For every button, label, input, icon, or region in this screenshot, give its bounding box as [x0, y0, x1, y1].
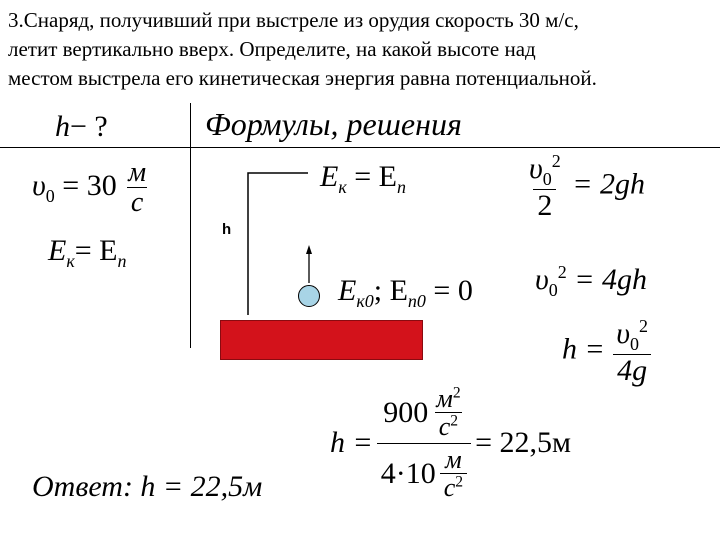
- initial-energy-eq: [338, 274, 473, 312]
- calc-num: [379, 385, 468, 443]
- calc-den-unit-bottom: [440, 473, 467, 501]
- answer-label: Ответ: [32, 470, 123, 503]
- calc-den-value: 4·10: [380, 456, 436, 490]
- problem-line-3: местом выстрела его кинетическая энергия равна потенциальной.: [8, 66, 597, 90]
- formula-3-num: [612, 317, 652, 354]
- velocity-sub: 0: [45, 185, 55, 206]
- answer: [32, 470, 262, 504]
- eq2-sub-k0: к0: [356, 291, 374, 311]
- f2-sub: 0: [548, 280, 558, 300]
- velocity-symbol: υ: [32, 168, 46, 202]
- formula-3: [562, 317, 652, 386]
- eq2-mid: ; E: [373, 274, 408, 307]
- calc-num-unit-sup: 2: [452, 384, 461, 402]
- formulas-header: Формулы, решения: [205, 106, 462, 142]
- ground-block: [220, 320, 423, 360]
- f1-sup: 2: [551, 151, 561, 171]
- f1-sub: 0: [542, 169, 552, 189]
- find-header: [55, 110, 108, 144]
- answer-value: : h = 22,5м: [122, 470, 263, 503]
- arrow-head-icon: [306, 245, 312, 254]
- calc-den: [377, 443, 471, 502]
- formula-3-den: 4g: [613, 354, 651, 387]
- f3-v: υ: [616, 317, 631, 350]
- projectile-ball: [298, 285, 320, 307]
- f2-v: υ: [535, 263, 549, 296]
- calc-den-unit: [440, 446, 467, 502]
- formula-3-frac: [612, 317, 652, 386]
- formula-1-den: 2: [533, 189, 556, 222]
- energy-equals: = E: [74, 234, 118, 267]
- calc-den-unit-sup: 2: [455, 473, 464, 491]
- eq2-e: E: [338, 274, 357, 307]
- calc-num-unit-top: [432, 385, 464, 412]
- formula-2: [535, 262, 647, 301]
- problem-line-1: 3.Снаряд, получивший при выстреле из орудия скорость 30 м/с,: [8, 8, 579, 32]
- given-velocity: [32, 158, 150, 218]
- eq1-e: E: [320, 160, 339, 193]
- eq1-mid: = E: [346, 160, 397, 193]
- formula-2-rhs: = 4gh: [574, 263, 648, 296]
- calc-num-unit: [432, 385, 464, 441]
- energy-equality: [320, 160, 406, 198]
- given-energy: [48, 234, 127, 272]
- calc-frac: [377, 385, 471, 501]
- formula-1-num: [525, 152, 565, 189]
- velocity-unit-num: м: [128, 157, 147, 188]
- find-variable: h: [55, 110, 70, 143]
- velocity-unit: [124, 158, 150, 218]
- eq1-sub-k: к: [338, 177, 347, 197]
- find-question: − ?: [70, 110, 108, 143]
- eq2-end: = 0: [425, 274, 473, 307]
- formula-1-frac: [525, 152, 565, 221]
- formula-1-rhs: = 2gh: [572, 167, 646, 201]
- table-horizontal-rule: [0, 147, 720, 148]
- f2-sup: 2: [557, 262, 567, 282]
- formula-3-lhs: h =: [562, 332, 605, 366]
- calc-den-unit-m: м: [445, 444, 462, 474]
- problem-statement: [8, 6, 708, 93]
- calc-num-unit-bottom: [435, 412, 462, 440]
- calc-num-unit-c: с: [438, 412, 451, 442]
- height-label: h: [222, 221, 232, 238]
- formula-1: [525, 152, 645, 221]
- eq1-sub-p: п: [397, 177, 406, 197]
- energy-symbol: E: [48, 234, 67, 267]
- f3-sup: 2: [639, 316, 649, 336]
- numeric-calc: [330, 385, 571, 501]
- calc-num-unit-m: м: [436, 384, 453, 413]
- velocity-unit-den: с: [127, 187, 147, 217]
- eq2-sub-p0: п0: [407, 291, 426, 311]
- calc-lhs: h =: [330, 426, 373, 460]
- problem-line-2: летит вертикально вверх. Определите, на какой высоте над: [8, 37, 536, 61]
- f1-v: υ: [529, 152, 543, 185]
- energy-sub-p: п: [117, 251, 127, 271]
- f3-sub: 0: [630, 334, 640, 354]
- calc-rhs: = 22,5м: [475, 426, 571, 460]
- table-vertical-rule: [190, 103, 191, 348]
- energy-sub-k: к: [66, 251, 75, 271]
- calc-den-unit-c: с: [443, 472, 456, 502]
- calc-num-unit-c-sup: 2: [450, 412, 459, 430]
- velocity-value: = 30: [62, 168, 117, 202]
- calc-num-value: 900: [383, 396, 429, 430]
